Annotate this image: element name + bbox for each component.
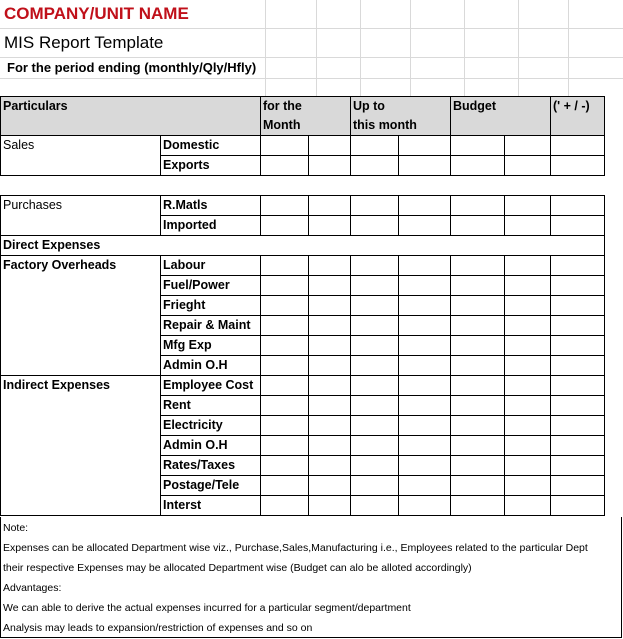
table-row (1, 136, 605, 156)
header-text: Up to (353, 99, 385, 113)
cell[interactable] (309, 316, 351, 336)
cell[interactable] (451, 196, 505, 216)
cell[interactable] (505, 456, 551, 476)
cell[interactable] (261, 296, 309, 316)
cell[interactable] (551, 316, 605, 336)
fo-item-label[interactable]: Admin O.H (161, 356, 261, 376)
report-title[interactable]: MIS Report Template (4, 33, 164, 52)
cell[interactable] (399, 336, 451, 356)
cell[interactable] (1, 176, 605, 196)
header-text: Month (263, 118, 301, 132)
cell[interactable] (451, 456, 505, 476)
cell[interactable] (451, 256, 505, 276)
cell[interactable] (1, 336, 161, 356)
cell[interactable] (351, 376, 399, 396)
cell[interactable] (309, 276, 351, 296)
mis-report-table (0, 96, 605, 516)
cell[interactable] (351, 156, 399, 176)
cell[interactable] (451, 476, 505, 496)
gridline (518, 0, 519, 96)
purchases-rmatls-label[interactable]: R.Matls (161, 196, 261, 216)
table-row (1, 256, 605, 276)
fo-item-label[interactable]: Mfg Exp (161, 336, 261, 356)
cell[interactable] (1, 496, 161, 516)
ie-item-label[interactable]: Rates/Taxes (161, 456, 261, 476)
cell[interactable] (1, 156, 161, 176)
cell[interactable] (505, 196, 551, 216)
cell[interactable] (1, 456, 161, 476)
ie-item-label[interactable]: Rent (161, 396, 261, 416)
cell[interactable] (551, 356, 605, 376)
note-label[interactable]: Note: (3, 522, 29, 534)
cell[interactable] (505, 276, 551, 296)
cell[interactable] (399, 216, 451, 236)
cell[interactable] (399, 256, 451, 276)
cell[interactable] (261, 456, 309, 476)
cell[interactable] (1, 476, 161, 496)
cell[interactable] (261, 196, 309, 216)
notes-section (3, 518, 621, 638)
purchases-label[interactable]: Purchases (1, 196, 161, 216)
cell[interactable] (399, 376, 451, 396)
cell[interactable] (451, 416, 505, 436)
cell[interactable] (351, 356, 399, 376)
cell[interactable] (309, 436, 351, 456)
ie-item-label[interactable]: Postage/Tele (161, 476, 261, 496)
cell[interactable] (505, 296, 551, 316)
note-line[interactable]: Expenses can be allocated Department wise viz., Purchase,Sales,Manufacturing i.e., Employees related to the particular Dept (3, 542, 588, 554)
table-row (1, 436, 605, 456)
cell[interactable] (505, 336, 551, 356)
gridline (0, 78, 623, 79)
cell[interactable] (351, 276, 399, 296)
cell[interactable] (261, 396, 309, 416)
ie-item-label[interactable]: Admin O.H (161, 436, 261, 456)
gridline (316, 0, 317, 96)
table-row (1, 416, 605, 436)
cell[interactable] (261, 476, 309, 496)
ie-item-label[interactable]: Interst (161, 496, 261, 516)
header-particulars[interactable]: Particulars (1, 97, 261, 136)
cell[interactable] (1, 436, 161, 456)
table-row (1, 236, 605, 256)
cell[interactable] (551, 336, 605, 356)
indirect-expenses-label[interactable]: Indirect Expenses (1, 376, 161, 396)
cell[interactable] (551, 416, 605, 436)
cell[interactable] (505, 476, 551, 496)
cell[interactable] (309, 456, 351, 476)
table-row (1, 476, 605, 496)
period-subtitle[interactable]: For the period ending (monthly/Qly/Hfly) (7, 60, 257, 75)
fo-item-label[interactable]: Frieght (161, 296, 261, 316)
cell[interactable] (1, 296, 161, 316)
gridline (265, 0, 266, 96)
cell[interactable] (505, 156, 551, 176)
cell[interactable] (399, 156, 451, 176)
cell[interactable] (451, 396, 505, 416)
cell[interactable] (351, 496, 399, 516)
table-header-row (1, 97, 605, 136)
cell[interactable] (351, 196, 399, 216)
table-row (1, 336, 605, 356)
direct-expenses-label[interactable]: Direct Expenses (1, 236, 605, 256)
cell[interactable] (351, 396, 399, 416)
table-row (1, 496, 605, 516)
cell[interactable] (505, 316, 551, 336)
table-row (1, 296, 605, 316)
cell[interactable] (1, 216, 161, 236)
cell[interactable] (1, 356, 161, 376)
company-name[interactable]: COMPANY/UNIT NAME (4, 4, 189, 23)
cell[interactable] (261, 316, 309, 336)
cell[interactable] (551, 216, 605, 236)
gridline (0, 57, 623, 58)
cell[interactable] (261, 496, 309, 516)
cell[interactable] (451, 276, 505, 296)
cell[interactable] (399, 276, 451, 296)
header-text: this month (353, 118, 417, 132)
cell[interactable] (399, 196, 451, 216)
cell[interactable] (351, 136, 399, 156)
gridline (568, 0, 569, 96)
cell[interactable] (505, 436, 551, 456)
cell[interactable] (399, 456, 451, 476)
note-line[interactable]: We can able to derive the actual expenses incurred for a particular segment/department (3, 602, 411, 614)
cell[interactable] (261, 376, 309, 396)
cell[interactable] (399, 476, 451, 496)
cell[interactable] (1, 416, 161, 436)
factory-overheads-label[interactable]: Factory Overheads (1, 256, 161, 276)
cell[interactable] (1, 396, 161, 416)
cell[interactable] (309, 356, 351, 376)
ie-item-label[interactable]: Employee Cost (161, 376, 261, 396)
cell[interactable] (399, 356, 451, 376)
cell[interactable] (351, 256, 399, 276)
cell[interactable] (261, 156, 309, 176)
sales-label[interactable]: Sales (1, 136, 161, 156)
table-row (1, 356, 605, 376)
cell[interactable] (451, 356, 505, 376)
cell[interactable] (1, 276, 161, 296)
cell[interactable] (309, 216, 351, 236)
cell[interactable] (551, 296, 605, 316)
cell[interactable] (551, 196, 605, 216)
cell[interactable] (309, 476, 351, 496)
cell[interactable] (505, 136, 551, 156)
cell[interactable] (351, 436, 399, 456)
cell[interactable] (551, 396, 605, 416)
header-up-to-this-month[interactable] (351, 97, 451, 136)
cell[interactable] (309, 336, 351, 356)
note-line[interactable]: their respective Expenses may be allocated Department wise (Budget can alo be alloted accordingly) (3, 562, 472, 574)
cell[interactable] (551, 376, 605, 396)
cell[interactable] (505, 416, 551, 436)
cell[interactable] (351, 336, 399, 356)
cell[interactable] (551, 436, 605, 456)
cell[interactable] (451, 496, 505, 516)
cell[interactable] (309, 256, 351, 276)
cell[interactable] (309, 396, 351, 416)
cell[interactable] (309, 496, 351, 516)
cell[interactable] (551, 276, 605, 296)
cell[interactable] (505, 216, 551, 236)
header-budget[interactable]: Budget (451, 97, 551, 136)
table-row (1, 396, 605, 416)
sales-exports-label[interactable]: Exports (161, 156, 261, 176)
cell[interactable] (351, 296, 399, 316)
gridline (0, 28, 623, 29)
header-for-the-month[interactable] (261, 97, 351, 136)
fo-item-label[interactable]: Repair & Maint (161, 316, 261, 336)
fo-item-label[interactable]: Labour (161, 256, 261, 276)
header-text: for the (263, 99, 302, 113)
table-row (1, 376, 605, 396)
gridline (464, 0, 465, 96)
cell[interactable] (261, 336, 309, 356)
cell[interactable] (309, 136, 351, 156)
cell[interactable] (451, 216, 505, 236)
cell[interactable] (261, 356, 309, 376)
sales-domestic-label[interactable]: Domestic (161, 136, 261, 156)
cell[interactable] (451, 376, 505, 396)
cell[interactable] (261, 136, 309, 156)
purchases-imported-label[interactable]: Imported (161, 216, 261, 236)
cell[interactable] (505, 376, 551, 396)
gridline (410, 0, 411, 96)
cell[interactable] (505, 396, 551, 416)
gridline (360, 0, 361, 96)
cell[interactable] (399, 296, 451, 316)
table-row (1, 316, 605, 336)
cell[interactable] (351, 316, 399, 336)
cell[interactable] (261, 276, 309, 296)
table-row (1, 156, 605, 176)
cell[interactable] (551, 476, 605, 496)
cell[interactable] (1, 316, 161, 336)
cell[interactable] (399, 436, 451, 456)
header-variance[interactable]: (' + / -) (551, 97, 605, 136)
cell[interactable] (451, 136, 505, 156)
cell[interactable] (309, 156, 351, 176)
cell[interactable] (309, 416, 351, 436)
cell[interactable] (309, 296, 351, 316)
note-line[interactable]: Analysis may leads to expansion/restriction of expenses and so on (3, 622, 313, 634)
cell[interactable] (399, 396, 451, 416)
cell[interactable] (261, 436, 309, 456)
cell[interactable] (261, 216, 309, 236)
table-row (1, 276, 605, 296)
cell[interactable] (551, 156, 605, 176)
cell[interactable] (399, 416, 451, 436)
cell[interactable] (551, 256, 605, 276)
cell[interactable] (309, 196, 351, 216)
cell[interactable] (451, 436, 505, 456)
cell[interactable] (451, 316, 505, 336)
cell[interactable] (505, 496, 551, 516)
cell[interactable] (351, 476, 399, 496)
blank-row (1, 176, 605, 196)
cell[interactable] (551, 456, 605, 476)
cell[interactable] (399, 496, 451, 516)
cell[interactable] (451, 156, 505, 176)
cell[interactable] (551, 136, 605, 156)
table-row (1, 216, 605, 236)
advantages-label[interactable]: Advantages: (3, 582, 62, 594)
cell[interactable] (351, 216, 399, 236)
cell[interactable] (451, 296, 505, 316)
cell[interactable] (399, 136, 451, 156)
ie-item-label[interactable]: Electricity (161, 416, 261, 436)
table-row (1, 196, 605, 216)
cell[interactable] (351, 456, 399, 476)
cell[interactable] (505, 356, 551, 376)
cell[interactable] (309, 376, 351, 396)
fo-item-label[interactable]: Fuel/Power (161, 276, 261, 296)
cell[interactable] (505, 256, 551, 276)
cell[interactable] (451, 336, 505, 356)
cell[interactable] (351, 416, 399, 436)
table-row (1, 456, 605, 476)
cell[interactable] (261, 416, 309, 436)
cell[interactable] (399, 316, 451, 336)
cell[interactable] (261, 256, 309, 276)
cell[interactable] (551, 496, 605, 516)
